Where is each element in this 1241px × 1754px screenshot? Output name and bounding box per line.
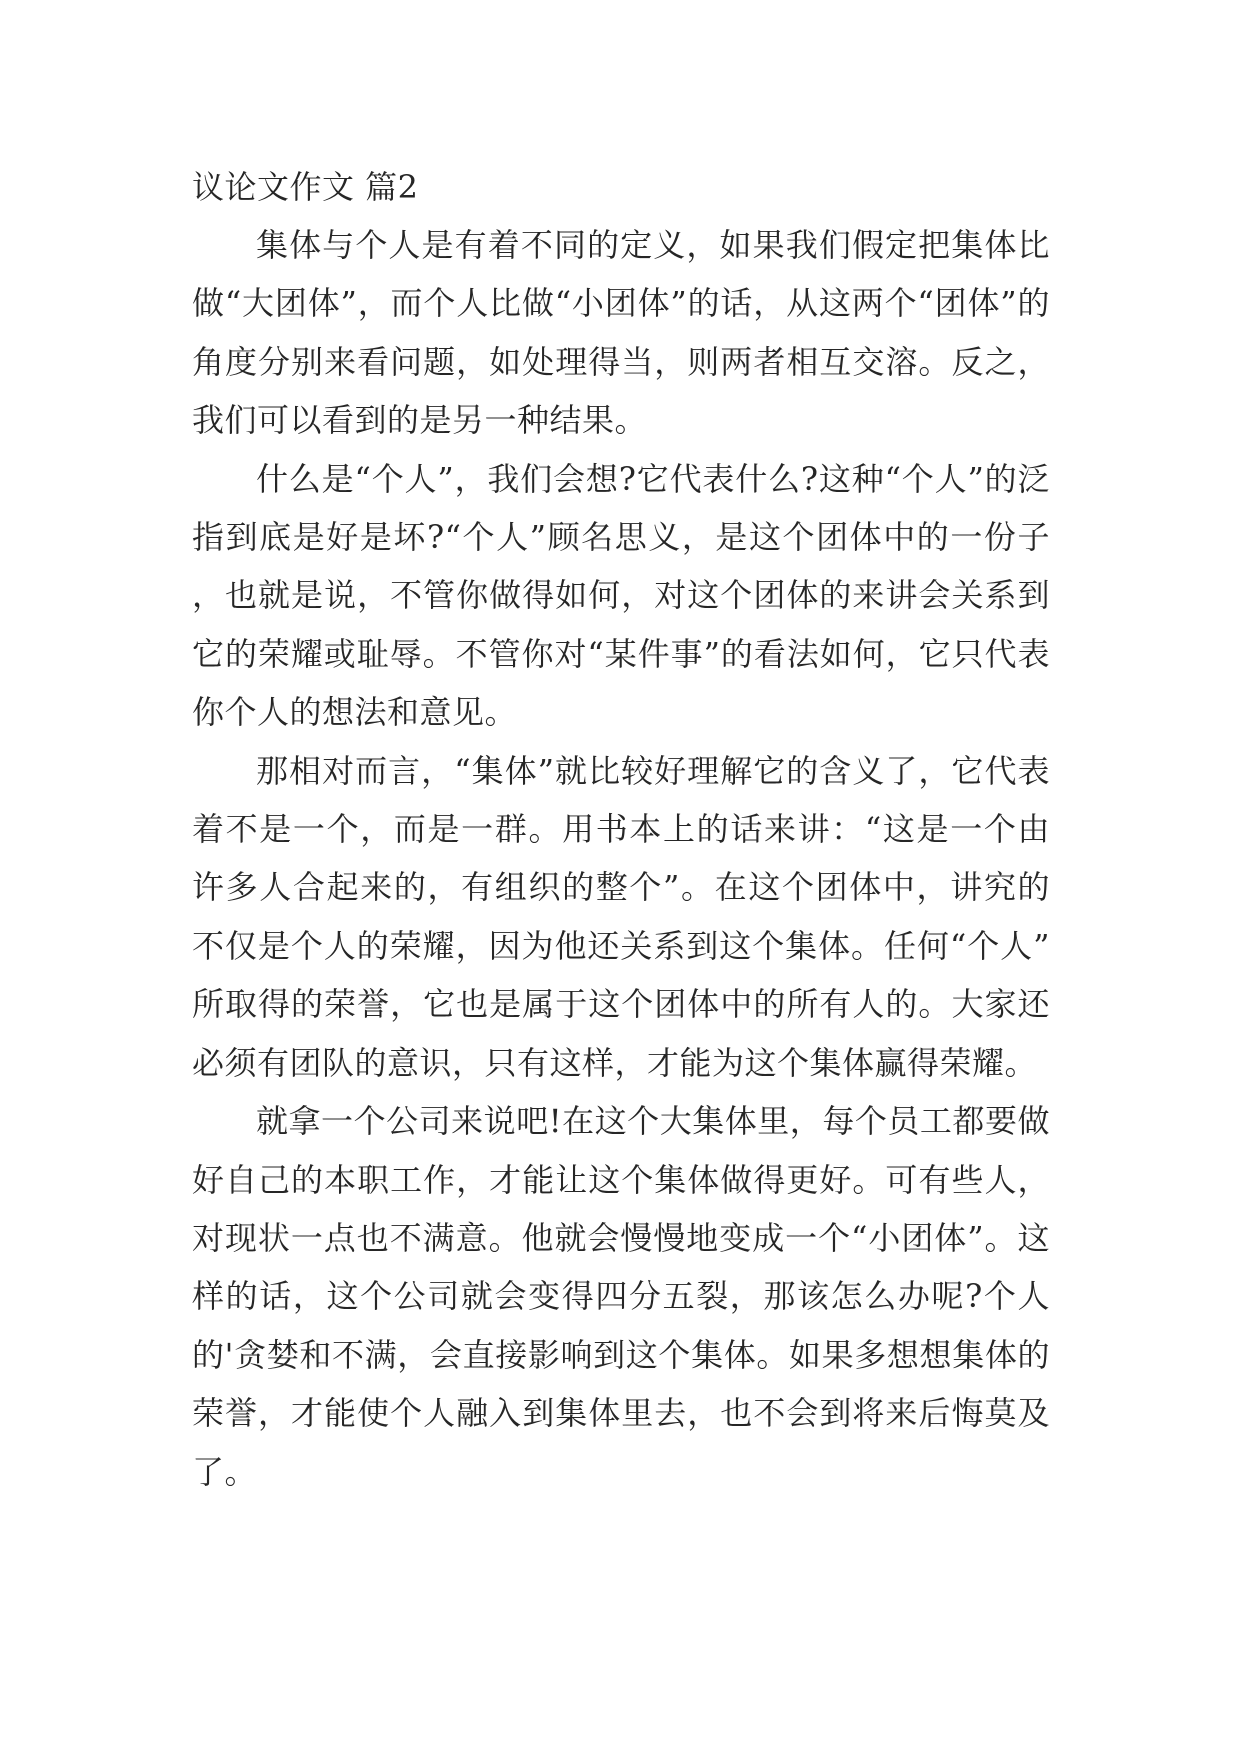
document-body bbox=[192, 158, 1050, 1501]
paragraph-1: 集体与个人是有着不同的定义，如果我们假定把集体比做“大团体”，而个人比做“小团体”的话，从这两个“团体”的角度分别来看问题，如处理得当，则两者相互交溶。反之，我们可以看到的是另一种结果。 bbox=[192, 226, 1050, 440]
paragraph-3: 那相对而言，“集体”就比较好理解它的含义了，它代表着不是一个，而是一群。用书本上的话来讲：“这是一个由许多人合起来的，有组织的整个”。在这个团体中，讲究的不仅是个人的荣耀，因为他还关系到这个集体。任何“个人”所取得的荣誉，它也是属于这个团体中的所有人的。大家还必须有团队的意识，只有这样，才能为这个集体赢得荣耀。 bbox=[192, 751, 1050, 1082]
paragraph-2: 什么是“个人”，我们会想?它代表什么?这种“个人”的泛指到底是好是坏?“个人”顾名思义，是这个团体中的一份子，也就是说，不管你做得如何，对这个团体的来讲会关系到它的荣耀或耻辱。不管你对“某件事”的看法如何，它只代表你个人的想法和意见。 bbox=[192, 459, 1050, 732]
paragraph-4: 就拿一个公司来说吧!在这个大集体里，每个员工都要做好自己的本职工作，才能让这个集体做得更好。可有些人，对现状一点也不满意。他就会慢慢地变成一个“小团体”。这样的话，这个公司就会变得四分五裂，那该怎么办呢?个人的'贪婪和不满，会直接影响到这个集体。如果多想想集体的荣誉，才能使个人融入到集体里去，也不会到将来后悔莫及了。 bbox=[192, 1102, 1050, 1491]
document-title: 议论文作文 篇2 bbox=[192, 168, 419, 206]
